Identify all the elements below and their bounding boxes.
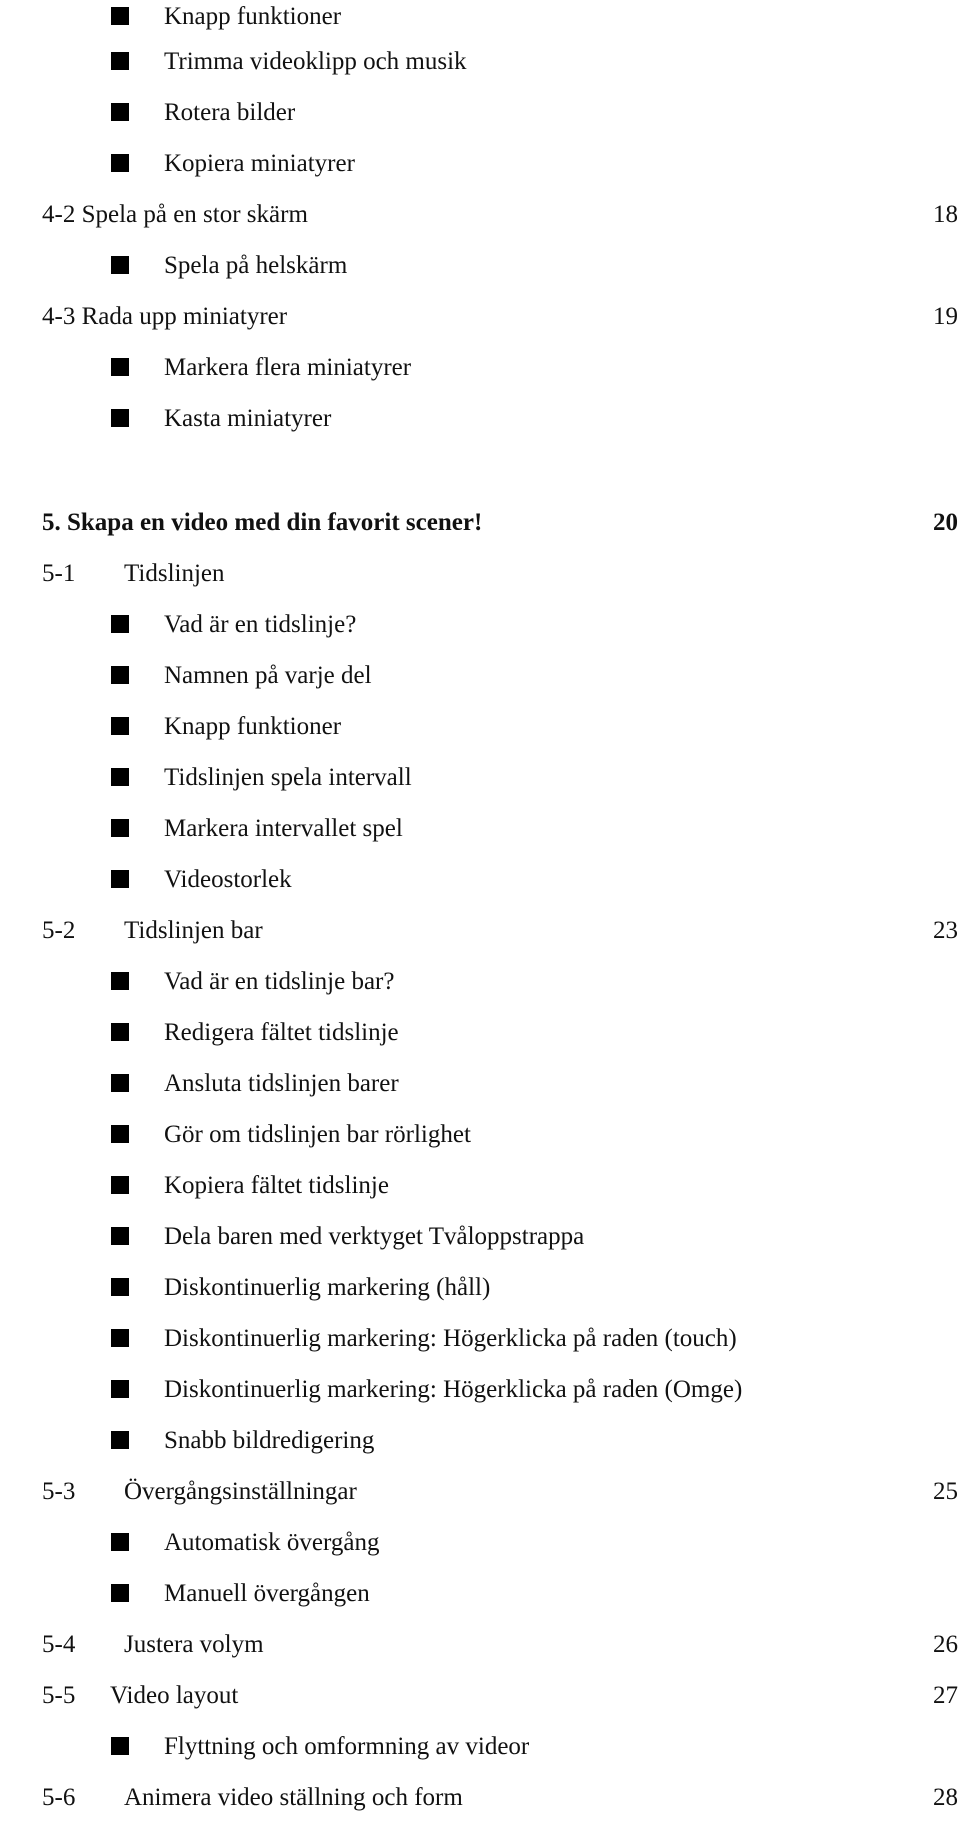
toc-section-title: Tidslinjen [124, 560, 225, 587]
square-bullet-icon [111, 1329, 129, 1347]
toc-page-number: 23 [933, 917, 958, 944]
toc-item-text: Kopiera miniatyrer [164, 150, 355, 177]
toc-page-number: 18 [933, 201, 958, 228]
toc-section-number: 5-5 [42, 1682, 76, 1709]
square-bullet-icon [111, 1431, 129, 1449]
toc-page-number: 28 [933, 1784, 958, 1811]
square-bullet-icon [111, 1176, 129, 1194]
toc-page-number: 27 [933, 1682, 958, 1709]
toc-item-text: Flyttning och omformning av videor [164, 1733, 530, 1760]
square-bullet-icon [111, 666, 129, 684]
toc-item-text: Dela baren med verktyget Tvåloppstrappa [164, 1223, 585, 1250]
toc-section-title: Övergångsinställningar [124, 1478, 357, 1505]
toc-item-text: Knapp funktioner [164, 3, 342, 30]
toc-page-number: 26 [933, 1631, 958, 1658]
toc-item-text: Vad är en tidslinje bar? [164, 968, 395, 995]
toc-section-title: Justera volym [124, 1631, 264, 1658]
square-bullet-icon [111, 1584, 129, 1602]
toc-item-text: Ansluta tidslinjen barer [164, 1070, 399, 1097]
toc-item-text: Tidslinjen spela intervall [164, 764, 412, 791]
square-bullet-icon [111, 768, 129, 786]
square-bullet-icon [111, 717, 129, 735]
toc-item-text: Markera intervallet spel [164, 815, 403, 842]
toc-item-text: Rotera bilder [164, 99, 296, 126]
toc-page-number: 20 [933, 509, 958, 536]
toc-item-text: Videostorlek [164, 866, 292, 893]
toc-item-text: Trimma videoklipp och musik [164, 48, 467, 75]
square-bullet-icon [111, 1125, 129, 1143]
square-bullet-icon [111, 870, 129, 888]
toc-item-text: Diskontinuerlig markering (håll) [164, 1274, 491, 1301]
toc-section-title: Animera video ställning och form [124, 1784, 463, 1811]
toc-section-number: 5-3 [42, 1478, 76, 1505]
toc-item-text: Manuell övergången [164, 1580, 370, 1607]
square-bullet-icon [111, 1533, 129, 1551]
square-bullet-icon [111, 1023, 129, 1041]
toc-item-text: Diskontinuerlig markering: Högerklicka på raden (touch) [164, 1325, 737, 1352]
square-bullet-icon [111, 1737, 129, 1755]
toc-page-number: 25 [933, 1478, 958, 1505]
square-bullet-icon [111, 1227, 129, 1245]
toc-section-title: Tidslinjen bar [124, 917, 263, 944]
toc-item-text: Snabb bildredigering [164, 1427, 375, 1454]
square-bullet-icon [111, 1278, 129, 1296]
toc-item-text: Namnen på varje del [164, 662, 372, 689]
square-bullet-icon [111, 7, 129, 25]
toc-item-text: Redigera fältet tidslinje [164, 1019, 399, 1046]
toc-section-title: 4-3 Rada upp miniatyrer [42, 303, 288, 330]
toc-section-number: 5-4 [42, 1631, 76, 1658]
toc-item-text: Diskontinuerlig markering: Högerklicka på raden (Omge) [164, 1376, 743, 1403]
square-bullet-icon [111, 615, 129, 633]
square-bullet-icon [111, 52, 129, 70]
toc-page-number: 19 [933, 303, 958, 330]
toc-section-title: 4-2 Spela på en stor skärm [42, 201, 308, 228]
toc-section-number: 5-6 [42, 1784, 76, 1811]
toc-item-text: Kasta miniatyrer [164, 405, 332, 432]
square-bullet-icon [111, 256, 129, 274]
toc-item-text: Spela på helskärm [164, 252, 348, 279]
square-bullet-icon [111, 154, 129, 172]
toc-item-text: Vad är en tidslinje? [164, 611, 357, 638]
square-bullet-icon [111, 358, 129, 376]
toc-item-text: Markera flera miniatyrer [164, 354, 412, 381]
toc-item-text: Gör om tidslinjen bar rörlighet [164, 1121, 471, 1148]
toc-item-text: Kopiera fältet tidslinje [164, 1172, 389, 1199]
square-bullet-icon [111, 1074, 129, 1092]
square-bullet-icon [111, 103, 129, 121]
toc-item-text: Automatisk övergång [164, 1529, 380, 1556]
toc-section-number: 5-1 [42, 560, 76, 587]
square-bullet-icon [111, 819, 129, 837]
square-bullet-icon [111, 1380, 129, 1398]
toc-section-title: Video layout [110, 1682, 239, 1709]
square-bullet-icon [111, 972, 129, 990]
toc-section-number: 5-2 [42, 917, 76, 944]
square-bullet-icon [111, 409, 129, 427]
toc-chapter-title: 5. Skapa en video med din favorit scener! [42, 509, 483, 536]
toc-item-text: Knapp funktioner [164, 713, 342, 740]
